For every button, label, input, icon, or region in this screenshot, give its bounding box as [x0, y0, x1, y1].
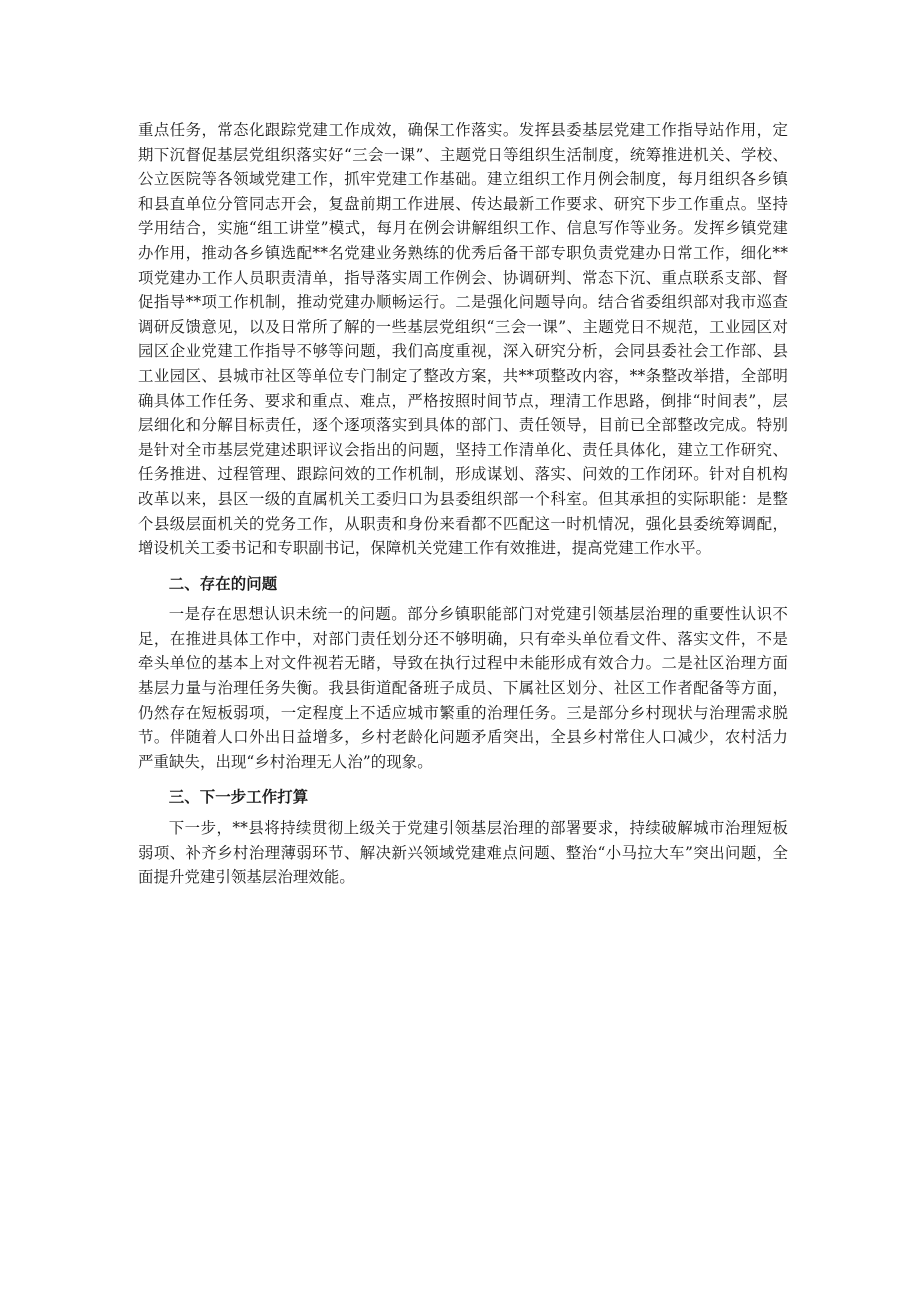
body-paragraph-continued: 重点任务，常态化跟踪党建工作成效，确保工作落实。发挥县委基层党建工作指导站作用，定期下沉督促基层党组织落实好“三会一课”、主题党日等组织生活制度，统筹推进机关、学校、公立医院等各领域党建工作，抓牢党建工作基础。建立组织工作月例会制度，每月组织各乡镇和县直单位分管同志开会，复盘前期工作进展、传达最新工作要求、研究下步工作重点。坚持学用结合，实施“组工讲堂”模式，每月在例会讲解组织工作、信息写作等业务。发挥乡镇党建办作用，推动各乡镇选配**名党建业务熟练的优秀后备干部专职负责党建办日常工作，细化**项党建办工作人员职责清单，指导落实周工作例会、协调研判、常态下沉、重点联系支部、督促指导**项工作机制，推动党建办顺畅运行。二是强化问题导向。结合省委组织部对我市巡查调研反馈意见，以及日常所了解的一些基层党组织“三会一课”、主题党日不规范，工业园区对园区企业党建工作指导不够等问题，我们高度重视，深入研究分析，会同县委社会工作部、县工业园区、县城市社区等单位专门制定了整改方案，共**项整改内容，**条整改举措，全部明确具体工作任务、要求和重点、难点，严格按照时间节点，理清工作思路，倒排“时间表”，层层细化和分解目标责任，逐个逐项落实到具体的部门、责任领导，目前已全部整改完成。特别是针对全市基层党建述职评议会指出的问题，坚持工作清单化、责任具体化，建立工作研究、任务推进、过程管理、跟踪问效的工作机制，形成谋划、落实、问效的工作闭环。针对自机构改革以来，县区一级的直属机关工委归口为县委组织部一个科室。但其承担的实际职能：是整个县级层面机关的党务工作，从职责和身份来看都不匹配这一时机情况，强化县委统筹调配，增设机关工委书记和专职副书记，保障机关党建工作有效推进，提高党建工作水平。 [138, 121, 788, 558]
document-page [138, 118, 788, 890]
section-heading-problems: 二、存在的问题 [168, 574, 278, 593]
section-heading-next-steps: 三、下一步工作打算 [168, 788, 309, 807]
body-paragraph-next-steps: 下一步，**县将持续贯彻上级关于党建引领基层治理的部署要求，持续破解城市治理短板弱项、补齐乡村治理薄弱环节、解决新兴领域党建难点问题、整治“小马拉大车”突出问题，全面提升党建引领基层治理效能。 [138, 819, 788, 887]
body-paragraph-problems: 一是存在思想认识未统一的问题。部分乡镇职能部门对党建引领基层治理的重要性认识不足，在推进具体工作中，对部门责任划分还不够明确，只有牵头单位看文件、落实文件，不是牵头单位的基本上对文件视若无睹，导致在执行过程中未能形成有效合力。二是社区治理方面基层力量与治理任务失衡。我县街道配备班子成员、下属社区划分、社区工作者配备等方面，仍然存在短板弱项，一定程度上不适应城市繁重的治理任务。三是部分乡村现状与治理需求脱节。伴随着人口外出日益增多，乡村老龄化问题矛盾突出，全县乡村常住人口减少，农村活力严重缺失，出现“乡村治理无人治”的现象。 [138, 605, 788, 771]
